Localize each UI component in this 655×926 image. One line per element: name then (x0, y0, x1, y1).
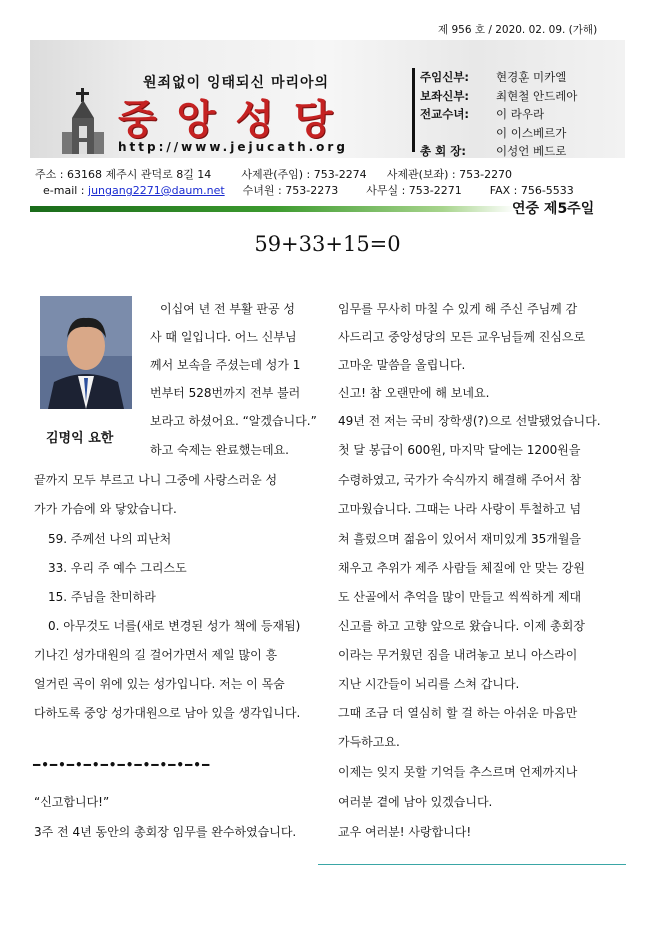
rectory-assist-phone: 사제관(보좌) : 753-2270 (386, 168, 513, 181)
article-line: 고마웠습니다. 그때는 나라 사랑이 투철하고 넘 (338, 502, 582, 516)
contact-line-2 (35, 182, 574, 198)
staff-name: 이성언 베드로 (496, 144, 567, 158)
article-line: 하고 숙제는 완료했는데요. (150, 443, 289, 457)
office-phone: 사무실 : 753-2271 (366, 184, 462, 197)
article-line: 께서 보속을 주셨는데 성가 1 (150, 358, 301, 372)
article-line: 신고를 하고 고향 앞으로 왔습니다. 이제 총회장 (338, 619, 585, 633)
article-line: 사드리고 중앙성당의 모든 교우님들께 진심으로 (338, 330, 586, 344)
article-line: 도 산골에서 추억을 많이 만들고 씩씩하게 제대 (338, 590, 582, 604)
article-line: 지난 시간들이 뇌리를 스쳐 갑니다. (338, 677, 520, 691)
staff-role (420, 124, 496, 143)
email-link[interactable]: jungang2271@daum.net (88, 184, 225, 197)
article-line: 번부터 528번까지 전부 불러 (150, 386, 301, 400)
article-line: 신고! 참 오랜만에 해 보네요. (338, 386, 490, 400)
article-line: 49년 전 저는 국비 장학생(?)으로 선발됐었습니다. (338, 414, 601, 428)
article-line: 고마운 말씀을 올립니다. (338, 358, 466, 372)
contact-line-1 (35, 166, 512, 182)
staff-role: 총 회 장: (420, 144, 466, 158)
article-line: 그때 조금 더 열심히 할 걸 하는 아쉬운 마음만 (338, 706, 578, 720)
staff-row (420, 68, 577, 87)
article-line: 15. 주님을 찬미하라 (48, 590, 156, 604)
staff-name: 이 라우라 (496, 107, 545, 121)
section-separator: ━•━•━•━•━•━•━•━•━•━•━ (33, 758, 211, 772)
article-line: 59. 주께선 나의 피난처 (48, 532, 172, 546)
author-name: 김명익 요한 (46, 431, 114, 446)
staff-name: 최현철 안드레아 (496, 88, 578, 103)
staff-row (420, 87, 577, 106)
staff-role: 전교수녀: (420, 107, 470, 121)
church-name: 중앙성당 (118, 97, 353, 143)
article-line: 기나긴 성가대원의 길 걸어가면서 제일 많이 흥 (34, 648, 278, 662)
staff-row (420, 142, 577, 161)
footer-rule (318, 864, 626, 865)
liturgical-week: 연중 제5주일 (512, 201, 595, 217)
staff-list (420, 68, 577, 161)
staff-name: 현경훈 미카엘 (496, 70, 567, 84)
article-line: 수령하였고, 국가가 숙식까지 해결해 주어서 참 (338, 473, 582, 487)
website-link[interactable]: http://www.jejucath.org (118, 140, 348, 154)
article-line: 여러분 곁에 남아 있겠습니다. (338, 795, 493, 809)
article-line: 얼거린 곡이 위에 있는 성가입니다. 저는 이 목숨 (34, 677, 285, 691)
email-label: e-mail : (43, 184, 85, 197)
article-line: 0. 아무것도 너를(새로 변경된 성가 책에 등재됨) (48, 619, 301, 633)
green-divider-bar (30, 206, 515, 212)
church-steeple-icon (58, 88, 108, 154)
article-line: 끝까지 모두 부르고 나니 그중에 사랑스러운 성 (34, 473, 278, 487)
address: 주소 : 63168 제주시 관덕로 8길 14 (35, 168, 212, 181)
header-divider (412, 68, 415, 152)
article-line: 이십여 년 전 부활 판공 성 (160, 302, 295, 316)
article-line: 임무를 무사히 마칠 수 있게 해 주신 주님께 감 (338, 302, 578, 316)
article-line: 채우고 추위가 제주 사람들 체질에 안 맞는 강원 (338, 561, 585, 575)
article-line: 첫 달 봉급이 600원, 마지막 달에는 1200원을 (338, 443, 581, 457)
convent-phone: 수녀원 : 753-2273 (242, 184, 339, 197)
issue-line: 제 956 호 / 2020. 02. 09. (가해) (438, 24, 598, 36)
fax-number: FAX : 756-5533 (489, 184, 574, 197)
staff-role: 보좌신부: (420, 88, 470, 103)
staff-row (420, 105, 577, 124)
article-line: 이라는 무거웠던 짐을 내려놓고 보니 아스라이 (338, 648, 578, 662)
article-line: 3주 전 4년 동안의 총회장 임무를 완수하였습니다. (34, 825, 297, 839)
article-title: 59+33+15=0 (254, 232, 401, 256)
article-line: 33. 우리 주 예수 그리스도 (48, 561, 187, 575)
article-line: 사 때 일입니다. 어느 신부님 (150, 330, 297, 344)
author-photo (40, 296, 132, 409)
article-line: 다하도록 중앙 성가대원으로 남아 있을 생각입니다. (34, 706, 301, 720)
church-motto: 원죄없이 잉태되신 마리아의 (143, 75, 330, 91)
article-line: 교우 여러분! 사랑합니다! (338, 825, 472, 839)
staff-role: 주임신부: (420, 70, 470, 84)
article-line: 이제는 잊지 못할 기억들 추스르며 언제까지나 (338, 765, 578, 779)
article-line: 가득하고요. (338, 735, 400, 749)
article-line: 보라고 하셨어요. “알겠습니다.” (150, 414, 317, 428)
article-line: 쳐 흘렀으며 젊음이 있어서 재미있게 35개월을 (338, 532, 581, 546)
staff-name: 이 이스베르가 (496, 125, 567, 140)
staff-row (420, 124, 577, 143)
article-line: 가가 가슴에 와 닿았습니다. (34, 502, 177, 516)
article-line: “신고합니다!” (34, 795, 110, 809)
rectory-main-phone: 사제관(주임) : 753-2274 (241, 168, 367, 181)
